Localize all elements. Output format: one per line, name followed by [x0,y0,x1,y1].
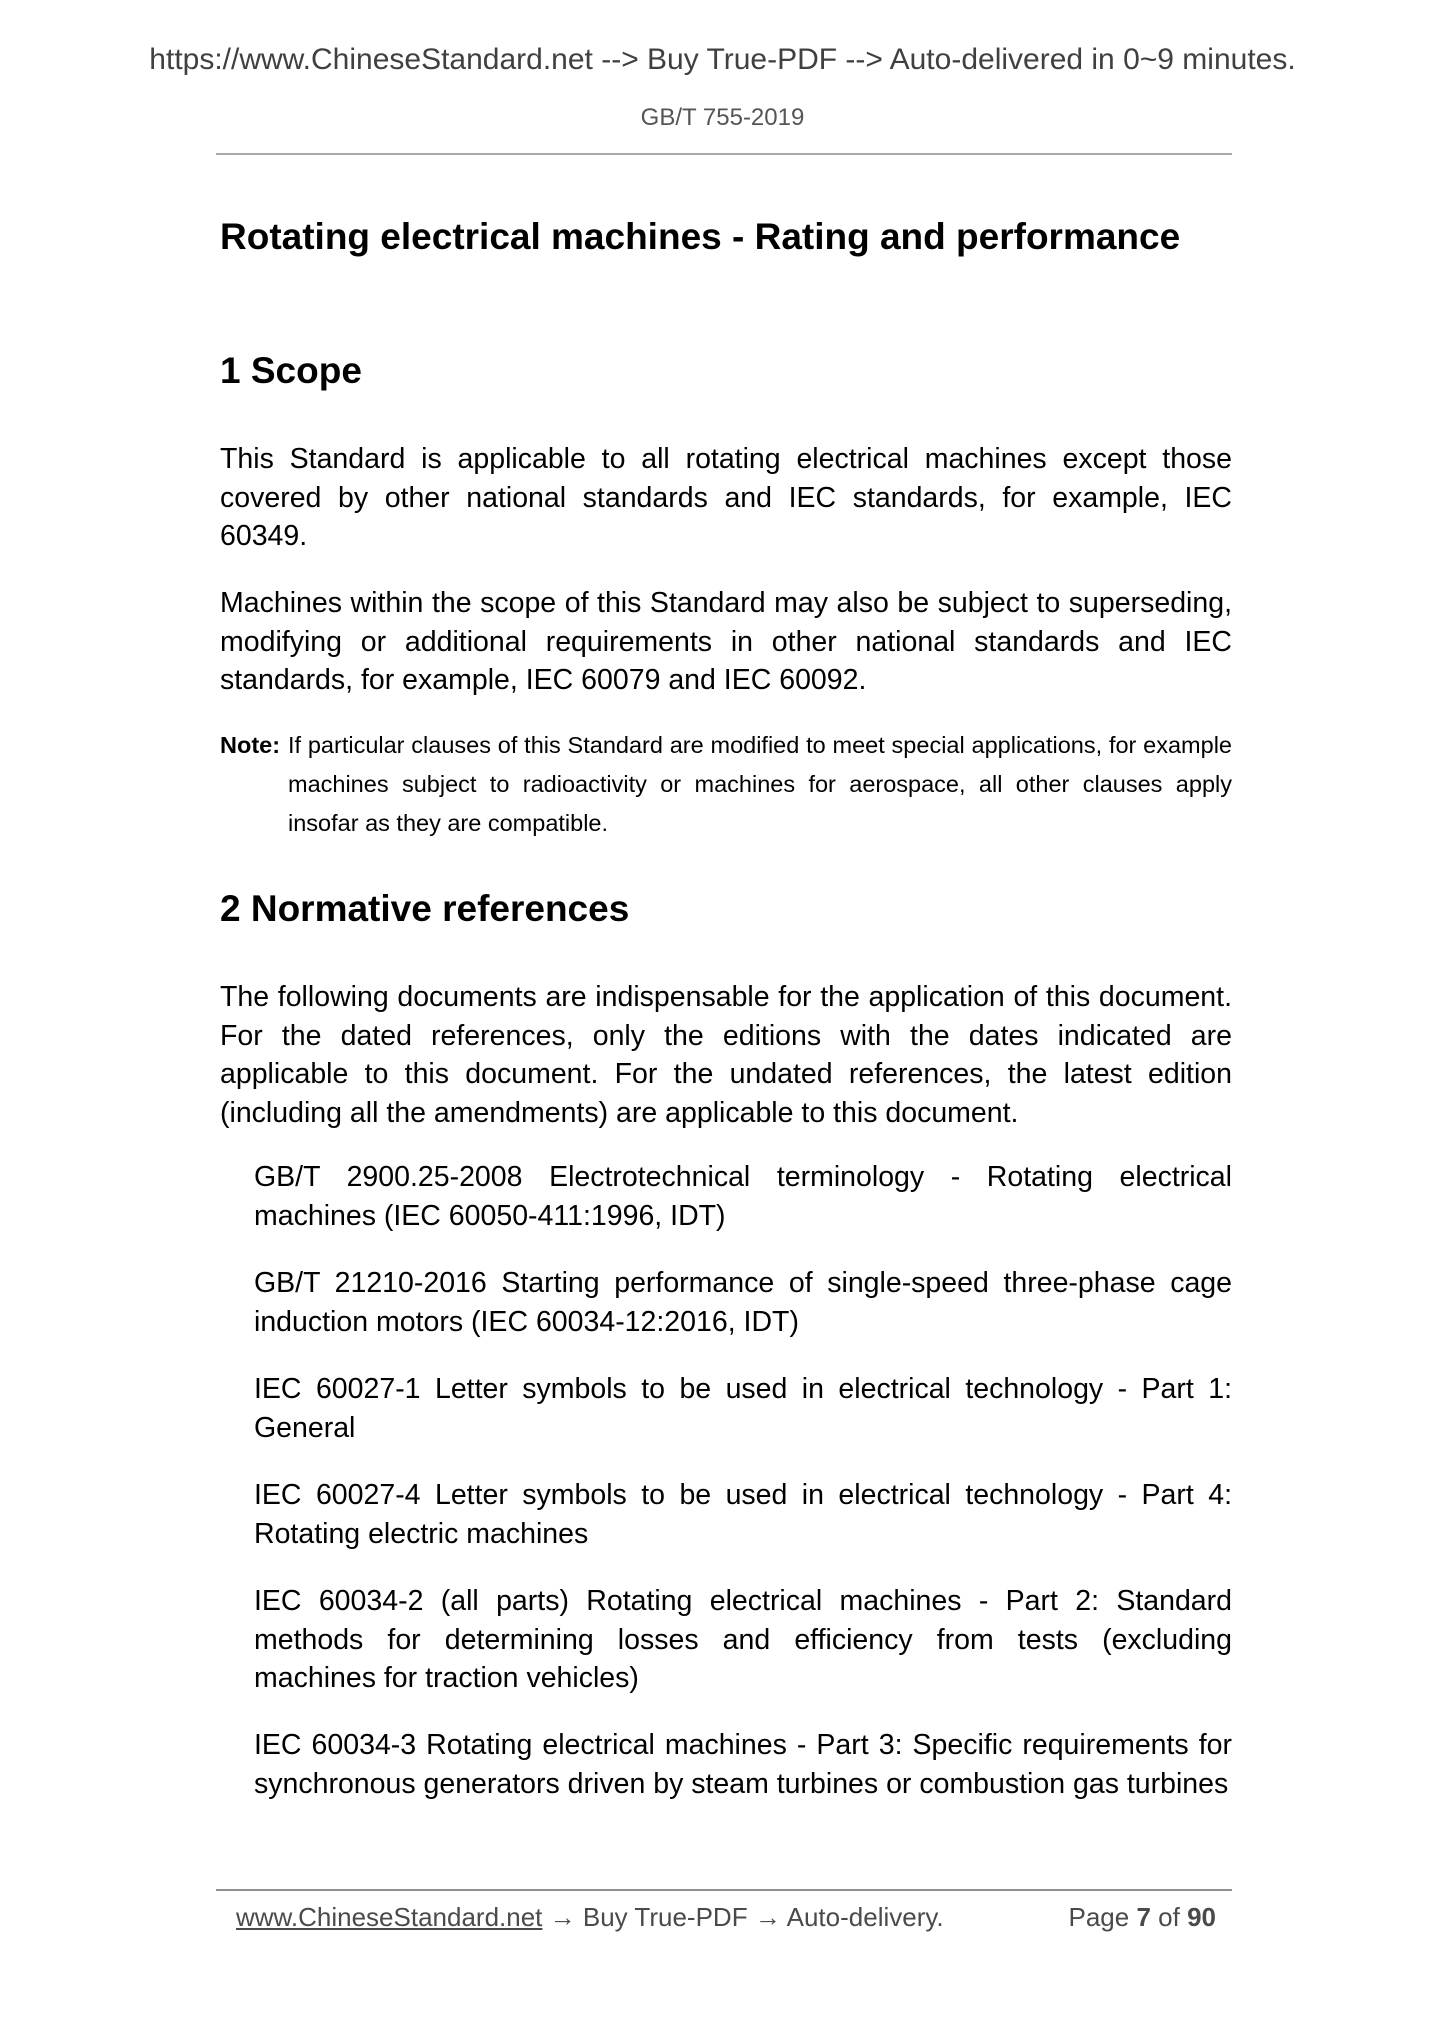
page-indicator [1068,1900,1216,1934]
page-total: 90 [1187,1902,1216,1932]
scope-note [220,726,1232,843]
arrow-right-icon: → [754,1902,781,1932]
page-label: Page [1068,1902,1130,1932]
section-heading-scope: 1 Scope [220,350,362,391]
reference-item: GB/T 2900.25-2008 Electrotechnical terminology - Rotating electrical machines (IEC 60050-411:1996, IDT) [254,1161,1232,1232]
document-code: GB/T 755-2019 [640,104,805,131]
reference-item: IEC 60027-4 Letter symbols to be used in electrical technology - Part 4: Rotating electric machines [254,1479,1232,1550]
document-title: Rotating electrical machines - Rating and performance [220,216,1181,257]
footer-site-link[interactable]: www.ChineseStandard.net [236,1902,543,1932]
scope-paragraph-2: Machines within the scope of this Standard may also be subject to superseding, modifying or additional requirements in other national standards and IEC standards, for example, IEC 60079 and IEC 60092. [220,587,1232,696]
reference-item: IEC 60034-2 (all parts) Rotating electrical machines - Part 2: Standard methods for determining losses and efficiency from tests (excluding machines for traction vehicles) [254,1585,1232,1694]
page-footer [236,1900,1216,1934]
page-current: 7 [1136,1902,1151,1932]
page-of: of [1158,1902,1180,1932]
footer-buy-text: Buy True-PDF [582,1902,748,1932]
note-label: Note: [220,732,281,758]
header-divider [216,153,1232,155]
footer-delivery-text: Auto-delivery. [786,1902,944,1932]
section-heading-normative-references: 2 Normative references [220,888,630,929]
reference-item: IEC 60034-3 Rotating electrical machines - Part 3: Specific requirements for synchronous generators driven by steam turbines or combustion gas turbines [254,1729,1232,1800]
normative-intro-paragraph: The following documents are indispensable for the application of this document. For the dated references, only the editions with the dates indicated are applicable to this document. For the undated references, the latest edition (including all the amendments) are applicable to this document. [220,981,1232,1129]
scope-paragraph-1: This Standard is applicable to all rotating electrical machines except those covered by other national standards and IEC standards, for example, IEC 60349. [220,443,1232,552]
footer-divider [216,1889,1232,1891]
reference-item: IEC 60027-1 Letter symbols to be used in electrical technology - Part 1: General [254,1373,1232,1444]
top-banner: https://www.ChineseStandard.net --> Buy True-PDF --> Auto-delivered in 0~9 minutes. [149,43,1296,76]
arrow-right-icon: → [549,1902,576,1932]
reference-item: GB/T 21210-2016 Starting performance of single-speed three-phase cage induction motors (IEC 60034-12:2016, IDT) [254,1267,1232,1338]
note-text: If particular clauses of this Standard are modified to meet special applications, for example machines subject to radioactivity or machines for aerospace, all other clauses apply insofar as they are compatible. [288,732,1232,836]
